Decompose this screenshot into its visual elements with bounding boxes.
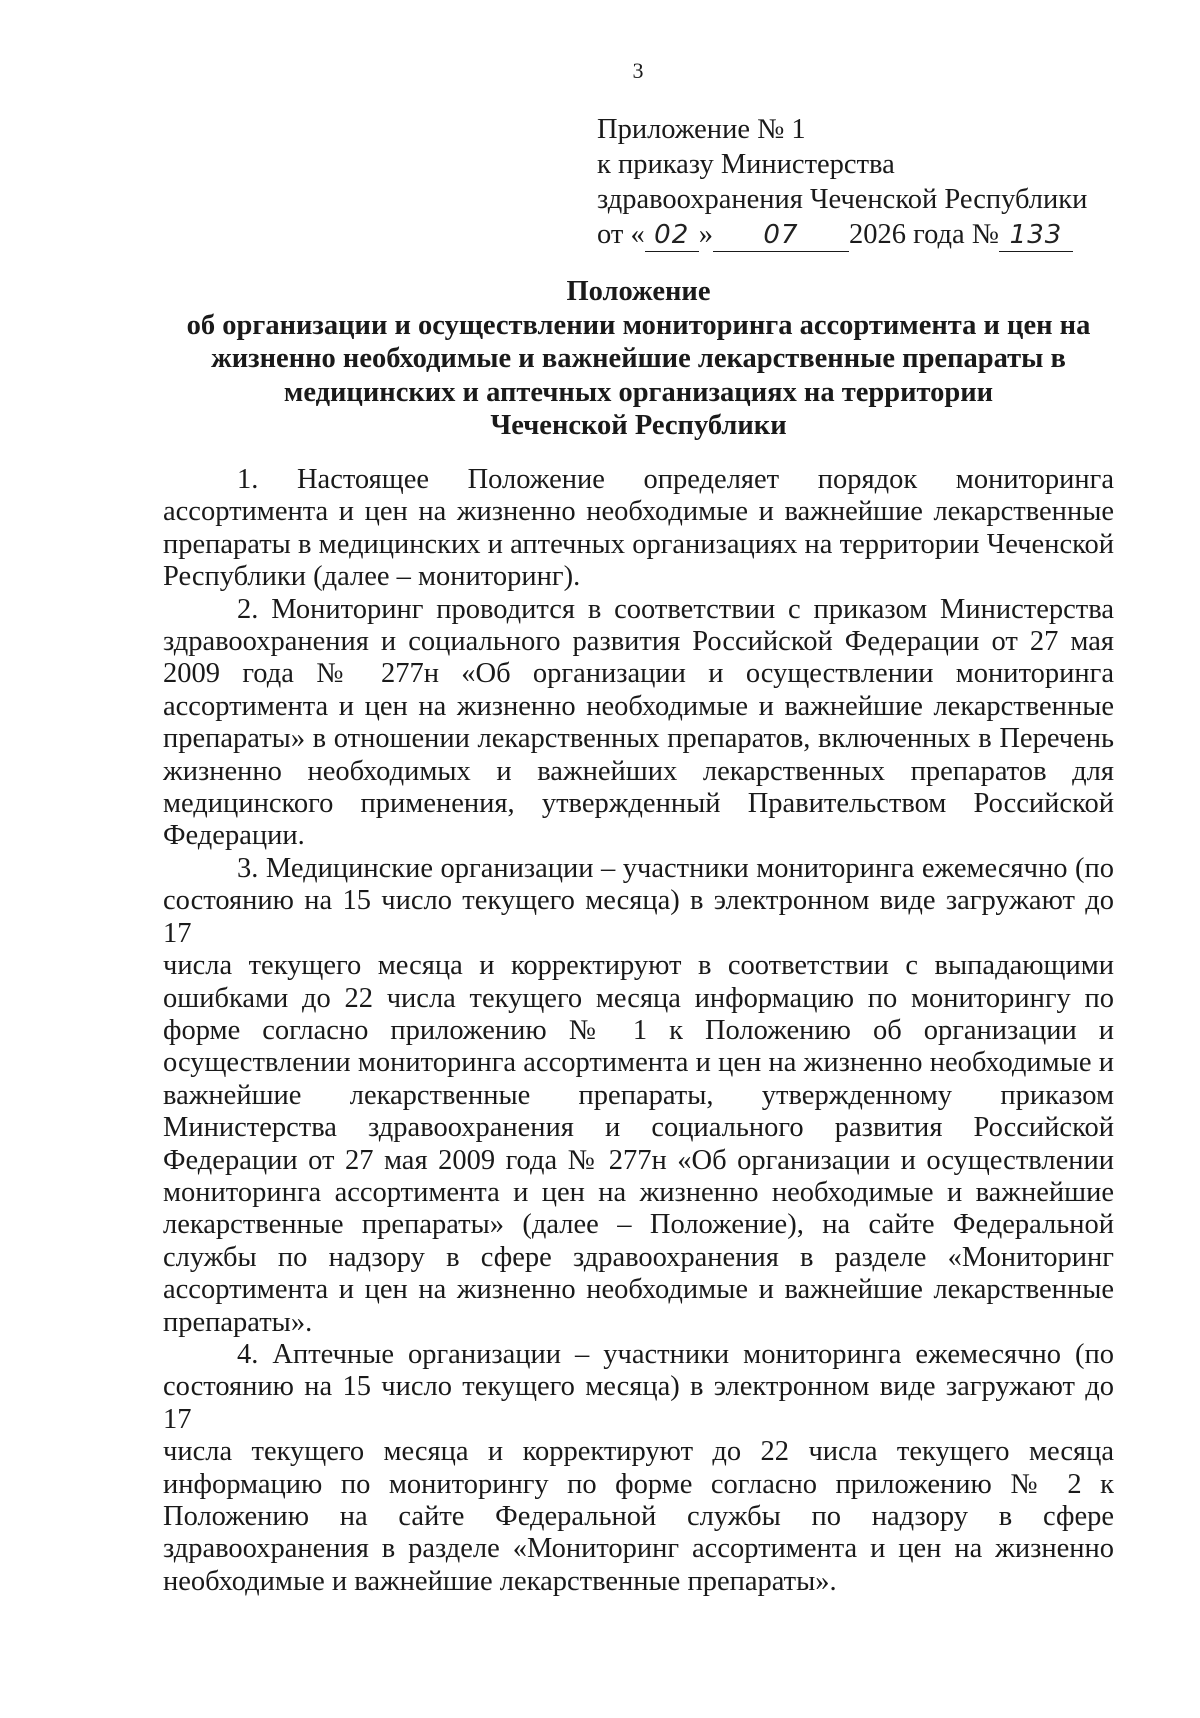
paragraph-line: 2. Мониторинг проводится в соответствии с приказом Министерства [237,593,1114,625]
title-line-4: медицинских и аптечных организациях на территории [283,376,994,408]
paragraph-line: здравоохранения в разделе «Мониторинг ассортимента и цен на жизненно [163,1533,1114,1565]
appendix-ministry: здравоохранения Чеченской Республики [597,184,1088,215]
paragraph-line: жизненно необходимых и важнейших лекарственных препаратов для [163,755,1114,787]
paragraph-line: препараты». [163,1306,313,1338]
paragraph-line: Республики (далее – мониторинг). [163,561,581,593]
paragraph-line: Федерации от 27 мая 2009 года № 277н «Об организации и осуществлении [163,1144,1114,1176]
paragraph-3 [163,853,1114,1339]
paragraph-line: состоянию на 15 число текущего месяца) в электронном виде загружают до 17 [163,1371,1114,1435]
paragraph-line: лекарственные препараты» (далее – Положение), на сайте Федеральной [163,1209,1114,1241]
handwritten-month: 07 [713,221,849,252]
paragraph-line: препараты» в отношении лекарственных препаратов, включенных в Перечень [163,723,1114,755]
paragraph-line: службы по надзору в сфере здравоохранения в разделе «Мониторинг [163,1241,1114,1273]
paragraph-line: 2009 года № 277н «Об организации и осуществлении мониторинга [163,658,1114,690]
paragraph-1 [163,464,1114,594]
paragraph-line: числа текущего месяца и корректируют в соответствии с выпадающими [163,950,1114,982]
paragraph-line: ассортимента и цен на жизненно необходимые и важнейшие лекарственные [163,690,1114,722]
paragraph-line: препараты в медицинских и аптечных организациях на территории Чеченской [163,528,1114,560]
appendix-title: Приложение № 1 [597,114,806,145]
paragraph-line: мониторинга ассортимента и цен на жизненно необходимые и важнейшие [163,1176,1114,1208]
paragraph-line: Положению на сайте Федеральной службы по надзору в сфере [163,1501,1114,1532]
handwritten-order-number: 133 [999,221,1073,252]
document-title [160,275,1117,443]
title-line-5: Чеченской Республики [490,410,787,441]
paragraph-line: ассортимента и цен на жизненно необходимые и важнейшие лекарственные [163,1274,1114,1306]
paragraph-line: 1. Настоящее Положение определяет порядок мониторинга [237,464,1114,495]
handwritten-day: 02 [645,221,699,252]
title-line-3: жизненно необходимые и важнейшие лекарственные препараты в [211,343,1066,374]
date-prefix: от « [597,219,645,250]
paragraph-line: Министерства здравоохранения и социального развития Российской [163,1112,1114,1144]
paragraph-line: ошибками до 22 числа текущего месяца информацию по мониторингу по [163,982,1114,1014]
paragraph-2 [163,594,1114,853]
paragraph-line: 3. Медицинские организации – участники мониторинга ежемесячно (по [237,852,1114,884]
paragraph-line: 4. Аптечные организации – участники мониторинга ежемесячно (по [237,1338,1114,1370]
page-number: 3 [632,58,644,83]
paragraph-line: числа текущего месяца и корректируют до 22 числа текущего месяца [163,1436,1114,1468]
paragraph-line: необходимые и важнейшие лекарственные препараты». [163,1565,837,1597]
paragraph-line: здравоохранения и социального развития Российской Федерации от 27 мая [163,626,1114,658]
document-body [163,464,1114,1598]
paragraph-line: состоянию на 15 число текущего месяца) в электронном виде загружают до 17 [163,885,1114,949]
title-line-2: об организации и осуществлении мониторинга ассортимента и цен на [186,309,1091,341]
paragraph-line: осуществлении мониторинга ассортимента и цен на жизненно необходимые и [163,1047,1114,1079]
paragraph-line: Федерации. [163,820,305,852]
paragraph-line: важнейшие лекарственные препараты, утвержденному приказом [163,1079,1114,1111]
paragraph-line: информацию по мониторингу по форме согласно приложению № 2 к [163,1468,1114,1500]
appendix-block [597,112,1087,252]
title-line-1: Положение [566,276,711,307]
paragraph-4 [163,1339,1114,1598]
paragraph-line: форме согласно приложению № 1 к Положению об организации и [163,1014,1114,1046]
appendix-order-ref: к приказу Министерства [597,149,895,180]
year-text: 2026 года № [848,219,999,250]
appendix-date-line [597,217,1087,252]
date-mid: » [698,219,713,250]
paragraph-line: ассортимента и цен на жизненно необходимые и важнейшие лекарственные [163,496,1114,528]
paragraph-line: медицинского применения, утвержденный Правительством Российской [163,788,1114,820]
